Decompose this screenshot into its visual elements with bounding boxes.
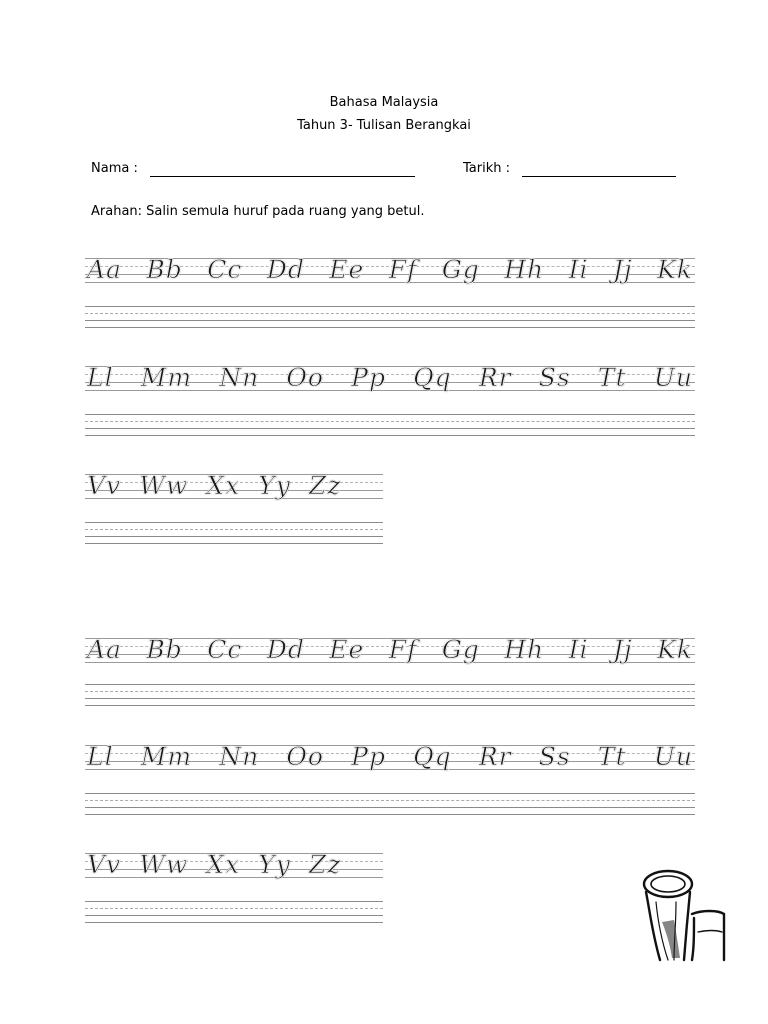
cursive-letters [85,735,695,775]
letter-pair: Gg [441,635,480,664]
letter-pair: Ss [538,742,571,771]
date-label: Tarikh : [463,161,510,176]
name-field[interactable] [150,176,415,177]
letter-pair: Pp [351,742,386,771]
cursive-letters [85,248,695,288]
letter-pair: Aa [87,255,122,284]
letter-pair: Oo [286,742,324,771]
letter-pair: Oo [286,363,324,392]
letter-pair: Nn [219,363,260,392]
letter-pair: Hh [504,635,545,664]
practice-lines[interactable] [85,793,695,817]
letter-pair: Ww [139,850,189,879]
practice-lines[interactable] [85,522,383,546]
letter-pair: Rr [478,363,512,392]
letter-pair: Tt [597,363,627,392]
cursive-letters [85,843,383,883]
practice-lines[interactable] [85,306,695,330]
letter-pair: Uu [653,363,693,392]
worksheet-subtitle: Tahun 3- Tulisan Berangkai [297,118,471,133]
letter-pair: Zz [308,850,342,879]
letter-pair: Mm [140,742,193,771]
letter-pair: Ii [568,255,589,284]
pencil-cup-icon [632,862,732,962]
letter-pair: Rr [478,742,512,771]
letter-pair: Yy [258,850,291,879]
letter-pair: Gg [441,255,480,284]
practice-lines[interactable] [85,901,383,925]
practice-lines[interactable] [85,684,695,708]
letter-pair: Ii [568,635,589,664]
practice-lines[interactable] [85,414,695,438]
cursive-letters [85,628,695,668]
letter-pair: Ee [329,635,365,664]
letter-pair: Dd [266,635,305,664]
name-label: Nama : [91,161,138,176]
subject-title: Bahasa Malaysia [329,95,439,110]
letter-pair: Cc [207,635,243,664]
letter-pair: Ww [139,471,189,500]
letter-pair: Cc [207,255,243,284]
letter-pair: Pp [351,363,386,392]
letter-pair: Mm [140,363,193,392]
instruction-text: Arahan: Salin semula huruf pada ruang yang betul. [91,204,425,219]
letter-pair: Ff [388,635,418,664]
letter-pair: Kk [657,635,693,664]
letter-pair: Uu [653,742,693,771]
letter-pair: Nn [219,742,260,771]
cursive-letters [85,464,383,504]
letter-pair: Vv [87,471,122,500]
letter-pair: Hh [504,255,545,284]
letter-pair: Vv [87,850,122,879]
letter-pair: Kk [657,255,693,284]
letter-pair: Dd [266,255,305,284]
letter-pair: Qq [413,363,452,392]
letter-pair: Bb [146,255,183,284]
date-field[interactable] [522,176,676,177]
letter-pair: Jj [612,255,633,284]
letter-pair: Ll [87,742,114,771]
letter-pair: Aa [87,635,122,664]
letter-pair: Ss [538,363,571,392]
letter-pair: Ff [388,255,418,284]
letter-pair: Yy [258,471,291,500]
letter-pair: Ll [87,363,114,392]
letter-pair: Xx [206,471,241,500]
cursive-letters [85,356,695,396]
letter-pair: Tt [597,742,627,771]
letter-pair: Qq [413,742,452,771]
letter-pair: Zz [308,471,342,500]
letter-pair: Xx [206,850,241,879]
letter-pair: Bb [146,635,183,664]
letter-pair: Ee [329,255,365,284]
letter-pair: Jj [612,635,633,664]
